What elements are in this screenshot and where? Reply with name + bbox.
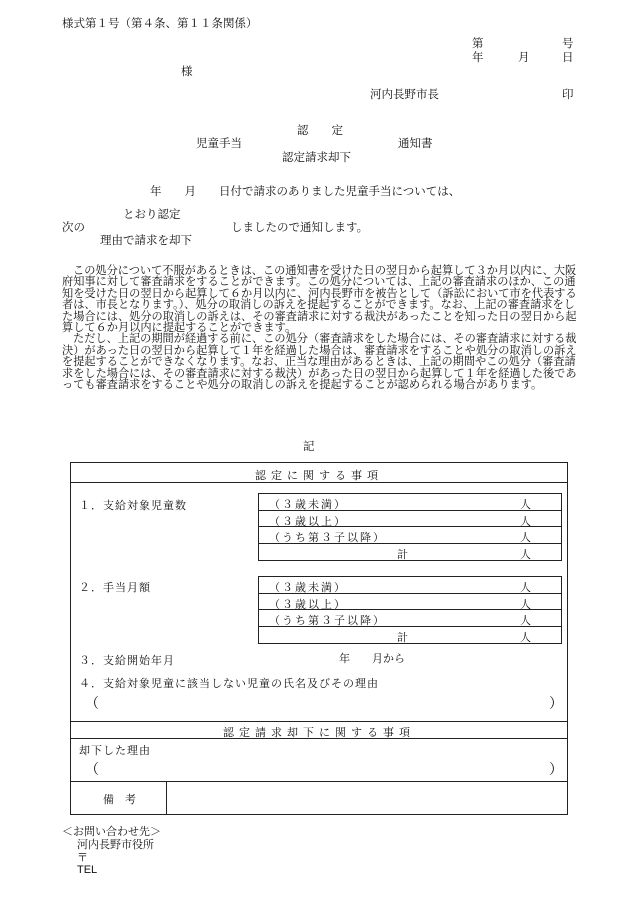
approval-heading: 認定に関する事項: [255, 469, 383, 482]
item4-open-paren: （: [85, 696, 99, 712]
intro-line: 年 月 日付で請求のありました児童手当については、: [150, 184, 461, 198]
rejection-open-paren: （: [85, 762, 99, 778]
total-row: [259, 627, 561, 644]
row-unit: 人: [520, 531, 531, 544]
seal-mark: 印: [562, 87, 574, 101]
total-unit: 人: [520, 547, 531, 561]
ki-mark: 記: [303, 439, 315, 453]
row-label: （３歳以上）: [269, 597, 347, 611]
row-unit: 人: [520, 581, 531, 594]
total-label: 計: [397, 547, 408, 561]
contact-tel: TEL: [77, 864, 98, 876]
table-row: [259, 527, 561, 544]
appeal-notice: [62, 265, 582, 390]
issuer: 河内長野市長: [370, 87, 439, 101]
title-option-rejection: 認定請求却下: [282, 150, 351, 164]
row-label: （うち第３子以降）: [269, 531, 386, 544]
contact-postal: 〒: [77, 851, 88, 864]
row-label: （３歳未満）: [269, 498, 347, 511]
rejection-close-paren: ）: [549, 762, 563, 778]
item2-label: ２．手当月額: [79, 581, 151, 594]
row-unit: 人: [520, 597, 531, 611]
form-number: 様式第１号（第４条、第１１条関係）: [62, 16, 258, 30]
table-row: [259, 511, 561, 528]
divider: [71, 721, 567, 722]
doc-number-prefix: 第: [472, 36, 484, 50]
row-unit: 人: [520, 498, 531, 511]
intro-next: 次の: [62, 220, 85, 234]
item4-close-paren: ）: [549, 696, 563, 712]
item1-label: １．支給対象児童数: [79, 499, 187, 512]
item3-value: 年 月から: [339, 652, 405, 665]
item4-label: ４．支給対象児童に該当しない児童の氏名及びその理由: [79, 677, 379, 690]
contact-heading: ＜お問い合わせ先＞: [62, 825, 161, 838]
remarks-divider: [166, 781, 167, 814]
date-month: 月: [518, 50, 530, 64]
total-row: [259, 544, 561, 561]
table-row: [259, 577, 561, 594]
row-unit: 人: [520, 614, 531, 627]
total-unit: 人: [520, 630, 531, 644]
total-label: 計: [397, 630, 408, 644]
rejection-heading: 認定請求却下に関する事項: [223, 726, 415, 739]
row-label: （３歳以上）: [269, 514, 347, 528]
title-option-approval: 認 定: [297, 123, 343, 137]
doc-number-suffix: 号: [562, 36, 574, 50]
appeal-notice-para2: ただし、上記の期間が経過する前に、この処分（審査請求をした場合には、その審査請求に対する裁決）があった日の翌日から起算して１年を経過した場合は、審査請求をすることや処分の取消しの訴えを提起することができなくなります。なお、正当な理由があるときは、上記の期間やこの処分（審査請求をした場合には、その審査請求に対する裁決）があった日の翌日から起算して１年を経過した後であっても審査請求をすることや処分の取消しの訴えを提起することが認められる場合があります。: [62, 332, 577, 392]
intro-option-approval: とおり認定: [123, 207, 181, 221]
title-right: 通知書: [398, 136, 433, 150]
intro-suffix: しましたので通知します。: [231, 220, 369, 234]
date-day: 日: [562, 50, 574, 64]
row-label: （うち第３子以降）: [269, 614, 386, 627]
appeal-notice-para1: この処分について不服があるときは、この通知書を受けた日の翌日から起算して３か月以内に、大阪府知事に対して審査請求をすることができます。この処分については、上記の審査請求のほか、この通知を受けた日の翌日から起算して６か月以内に、河内長野市を被告として（訴訟において市を代表する者は、市長となります。）、処分の取消しの訴えを提起することができます。なお、上記の審査請求をした場合には、処分の取消しの訴えは、その審査請求に対する裁決があったことを知った日の翌日から起算して６か月以内に提起することができます。: [62, 264, 577, 335]
title-left: 児童手当: [196, 136, 242, 150]
table-row: [259, 610, 561, 627]
date-year: 年: [472, 50, 484, 64]
addressee-suffix: 様: [181, 64, 193, 78]
table-row: [259, 494, 561, 511]
divider: [71, 482, 567, 483]
rejection-reason-label: 却下した理由: [79, 744, 151, 757]
child-count-table: [258, 493, 562, 561]
item3-label: ３．支給開始年月: [79, 654, 175, 667]
contact-org: 河内長野市役所: [77, 838, 154, 851]
allowance-table: [258, 576, 562, 644]
intro-option-rejection: 理由で請求を却下: [100, 233, 192, 247]
row-unit: 人: [520, 514, 531, 528]
divider: [71, 781, 567, 782]
remarks-label: 備 考: [103, 793, 136, 806]
details-table: [70, 462, 568, 815]
row-label: （３歳未満）: [269, 581, 347, 594]
divider: [71, 738, 567, 739]
table-row: [259, 594, 561, 611]
